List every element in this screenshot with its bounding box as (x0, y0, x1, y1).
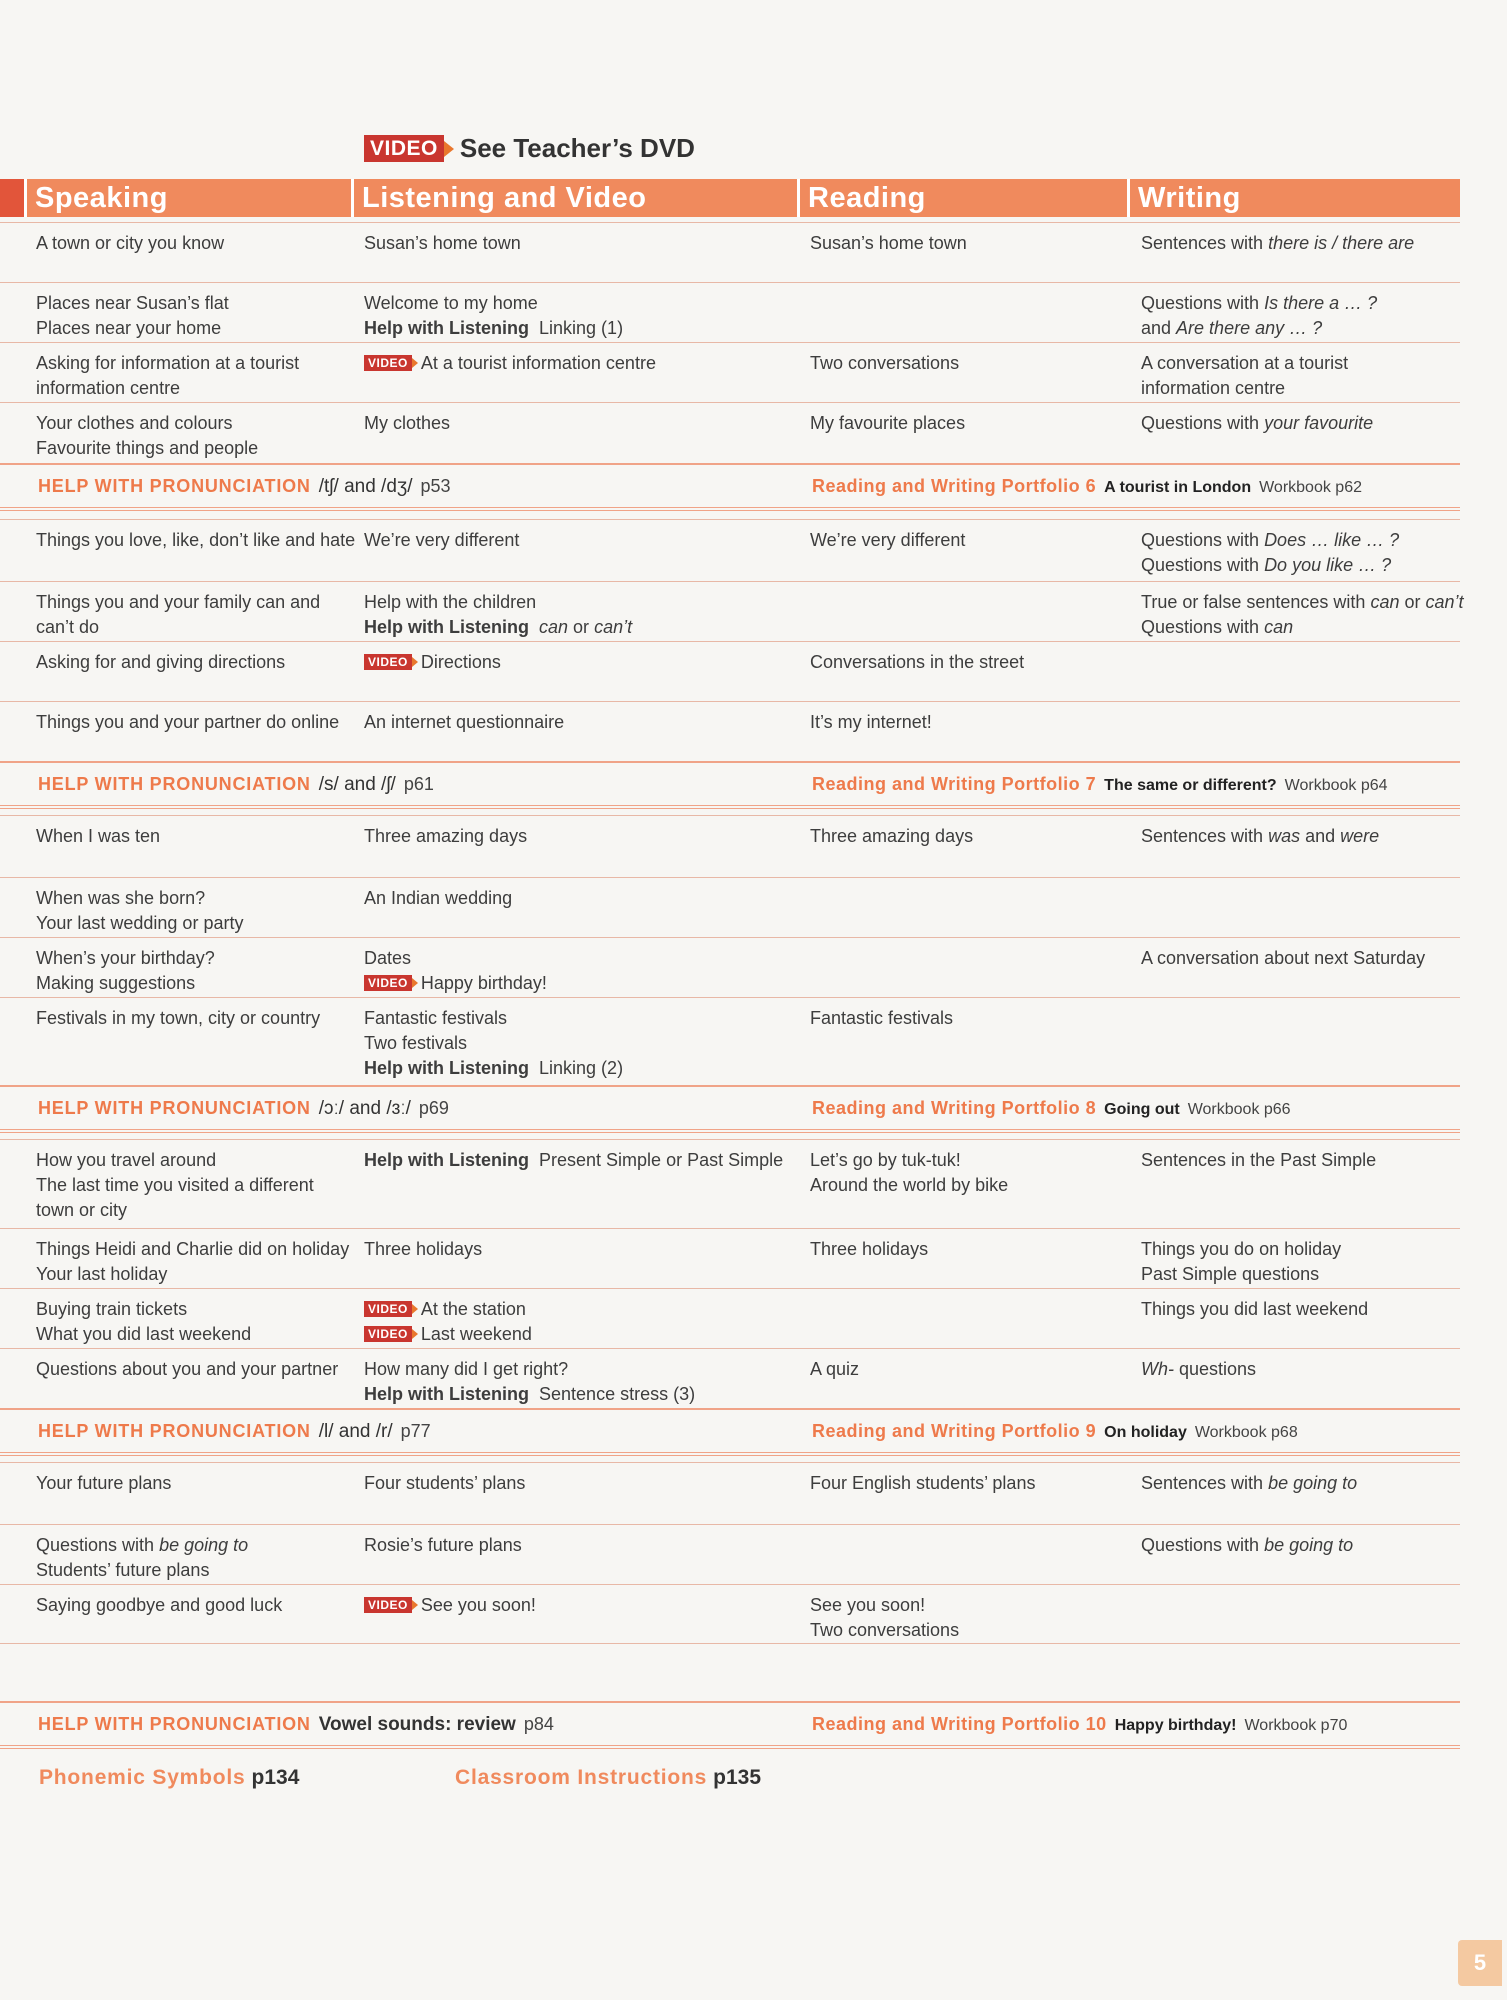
listening-cell: VIDEO At a tourist information centre (364, 351, 656, 376)
video-icon: VIDEO (364, 975, 412, 991)
writing-cell: Questions with be going to (1141, 1535, 1354, 1555)
pronunciation-portfolio-band (0, 1408, 1460, 1456)
speaking-cell: How you travel around The last time you visited a different town or city (36, 1150, 314, 1220)
speaking-cell: Things you and your family can and can’t do (36, 592, 321, 637)
help-with-pronunciation: HELP WITH PRONUNCIATION /l/ and /r/ p77 (38, 1421, 431, 1442)
speaking-cell: A town or city you know (36, 233, 225, 253)
portfolio-link: Reading and Writing Portfolio 6 A tourist in London Workbook p62 (812, 476, 1362, 496)
column-header-row (0, 179, 1460, 217)
speaking-cell: Questions with be going to Students’ future plans (36, 1535, 249, 1580)
table-row (0, 519, 1460, 581)
help-with-pronunciation: HELP WITH PRONUNCIATION /tʃ/ and /dʒ/ p53 (38, 476, 451, 497)
reading-cell: Conversations in the street (810, 652, 1025, 672)
speaking-cell: Saying goodbye and good luck (36, 1595, 283, 1615)
video-icon: VIDEO (364, 654, 412, 670)
reading-cell: See you soon! Two conversations (810, 1595, 960, 1640)
listening-cell: An internet questionnaire (364, 712, 565, 732)
speaking-cell: Asking for and giving directions (36, 652, 286, 672)
listening-cell: Rosie’s future plans (364, 1535, 522, 1555)
portfolio-link: Reading and Writing Portfolio 10 Happy birthday! Workbook p70 (812, 1714, 1348, 1734)
listening-cell: Help with the children Help with Listening can or can’t (364, 592, 633, 637)
page-number: 5 (1458, 1940, 1502, 1986)
table-row (0, 1524, 1460, 1584)
listening-cell: My clothes (364, 413, 451, 433)
video-dvd-heading (364, 133, 695, 164)
writing-cell: Sentences in the Past Simple (1141, 1150, 1377, 1170)
reading-cell: Two conversations (810, 353, 960, 373)
table-row (0, 342, 1460, 402)
classroom-instructions-link: Classroom Instructions p135 (455, 1766, 762, 1789)
listening-cell: Three amazing days (364, 826, 528, 846)
video-icon: VIDEO (364, 355, 412, 371)
table-row (0, 1228, 1460, 1288)
header-reading: Reading (797, 179, 1127, 217)
pronunciation-portfolio-band (0, 463, 1460, 511)
speaking-cell: Places near Susan’s flat Places near your home (36, 293, 229, 338)
table-row (0, 1139, 1460, 1228)
help-with-pronunciation: HELP WITH PRONUNCIATION /s/ and /ʃ/ p61 (38, 774, 434, 795)
video-icon: VIDEO (364, 1301, 412, 1317)
table-row (0, 581, 1464, 641)
speaking-cell: Asking for information at a tourist information centre (36, 353, 300, 398)
reading-cell: My favourite places (810, 413, 966, 433)
writing-cell: Things you do on holiday Past Simple questions (1141, 1239, 1342, 1284)
reading-cell: It’s my internet! (810, 712, 932, 732)
speaking-cell: When was she born? Your last wedding or party (36, 888, 244, 933)
portfolio-link: Reading and Writing Portfolio 8 Going out Workbook p66 (812, 1098, 1291, 1118)
listening-cell: Help with Listening Present Simple or Past Simple (364, 1150, 784, 1170)
listening-cell: Fantastic festivals Two festivals Help with Listening Linking (2) (364, 1008, 624, 1078)
writing-cell: True or false sentences with can or can’t Questions with can (1141, 592, 1464, 637)
listening-cell: Four students’ plans (364, 1473, 526, 1493)
table-row (0, 402, 1460, 462)
table-row (0, 877, 1460, 937)
table-row (0, 222, 1460, 282)
table-row (0, 997, 1460, 1083)
table-row (0, 1584, 1460, 1644)
reading-cell: A quiz (810, 1359, 860, 1379)
help-with-pronunciation: HELP WITH PRONUNCIATION /ɔː/ and /ɜː/ p69 (38, 1098, 449, 1119)
listening-cell: An Indian wedding (364, 888, 513, 908)
listening-cell: Three holidays (364, 1239, 483, 1259)
writing-cell: Sentences with was and were (1141, 826, 1380, 846)
reading-cell: Three amazing days (810, 826, 974, 846)
table-row (0, 701, 1460, 761)
pronunciation-portfolio-band (0, 1701, 1460, 1749)
header-left-tab (0, 179, 24, 217)
reading-cell: We’re very different (810, 530, 966, 550)
listening-cell: Dates VIDEO Happy birthday! (364, 948, 547, 993)
table-row (0, 282, 1460, 342)
help-with-pronunciation: HELP WITH PRONUNCIATION Vowel sounds: review p84 (38, 1714, 554, 1735)
writing-cell: A conversation about next Saturday (1141, 948, 1426, 968)
table-row (0, 937, 1460, 997)
speaking-cell: When I was ten (36, 826, 161, 846)
speaking-cell: Your future plans (36, 1473, 172, 1493)
pronunciation-portfolio-band (0, 761, 1460, 809)
speaking-cell: Things Heidi and Charlie did on holiday Your last holiday (36, 1239, 350, 1284)
writing-cell: Wh- questions (1141, 1359, 1257, 1379)
writing-cell: Sentences with be going to (1141, 1473, 1358, 1493)
table-row (0, 641, 1460, 701)
listening-cell: VIDEO See you soon! (364, 1593, 536, 1618)
video-dvd-title: See Teacher’s DVD (459, 133, 695, 163)
header-speaking: Speaking (24, 179, 351, 217)
table-row (0, 1288, 1460, 1348)
listening-cell: Susan’s home town (364, 233, 521, 253)
listening-cell: VIDEO At the station VIDEO Last weekend (364, 1297, 532, 1347)
reading-cell: Three holidays (810, 1239, 929, 1259)
listening-cell: How many did I get right? Help with Listening Sentence stress (3) (364, 1359, 696, 1404)
header-listening: Listening and Video (351, 179, 797, 217)
writing-cell: Things you did last weekend (1141, 1299, 1369, 1319)
header-writing: Writing (1127, 179, 1460, 217)
speaking-cell: Buying train tickets What you did last weekend (36, 1299, 252, 1344)
speaking-cell: Things you love, like, don’t like and hate (36, 530, 356, 550)
reading-cell: Let’s go by tuk-tuk! Around the world by bike (810, 1150, 1009, 1195)
listening-cell: We’re very different (364, 530, 520, 550)
listening-cell: VIDEO Directions (364, 650, 501, 675)
reading-cell: Fantastic festivals (810, 1008, 954, 1028)
pronunciation-portfolio-band (0, 1085, 1460, 1133)
speaking-cell: Festivals in my town, city or country (36, 1008, 321, 1028)
reading-cell: Four English students’ plans (810, 1473, 1036, 1493)
writing-cell: Questions with Does … like … ? Questions with Do you like … ? (1141, 530, 1400, 575)
speaking-cell: When’s your birthday? Making suggestions (36, 948, 215, 993)
speaking-cell: Questions about you and your partner (36, 1359, 339, 1379)
portfolio-link: Reading and Writing Portfolio 7 The same or different? Workbook p64 (812, 774, 1388, 794)
phonemic-symbols-link: Phonemic Symbols p134 (39, 1766, 300, 1789)
video-icon: VIDEO (364, 1597, 412, 1613)
writing-cell: Questions with your favourite (1141, 413, 1374, 433)
table-row (0, 815, 1460, 877)
listening-cell: Welcome to my home Help with Listening Linking (1) (364, 293, 624, 338)
writing-cell: Questions with Is there a … ? and Are there any … ? (1141, 293, 1378, 338)
video-icon: VIDEO (364, 1326, 412, 1342)
writing-cell: Sentences with there is / there are (1141, 233, 1415, 253)
table-row (0, 1462, 1460, 1524)
speaking-cell: Things you and your partner do online (36, 712, 340, 732)
reading-cell: Susan’s home town (810, 233, 967, 253)
video-badge: VIDEO (364, 135, 444, 162)
speaking-cell: Your clothes and colours Favourite things and people (36, 413, 259, 458)
portfolio-link: Reading and Writing Portfolio 9 On holiday Workbook p68 (812, 1421, 1298, 1441)
table-row (0, 1348, 1460, 1408)
writing-cell: A conversation at a tourist information centre (1141, 353, 1349, 398)
